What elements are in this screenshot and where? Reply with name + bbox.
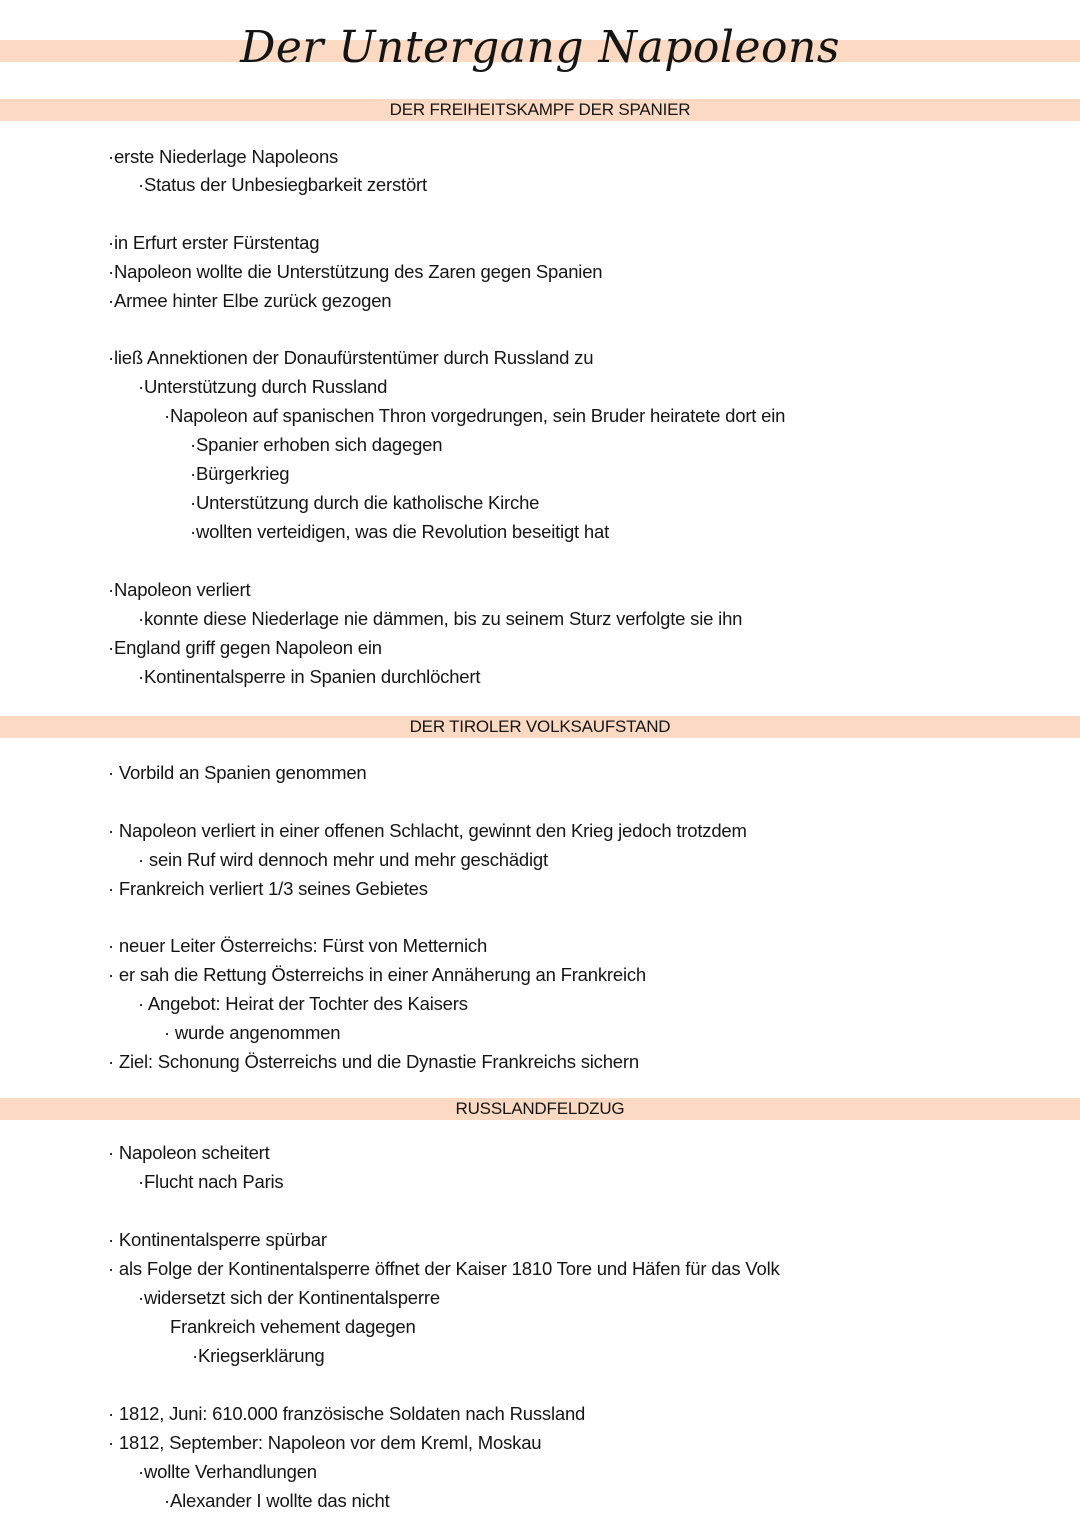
list-item: ·Bürgerkrieg bbox=[190, 463, 290, 484]
list-item: ·in Erfurt erster Fürstentag bbox=[108, 232, 320, 253]
list-item: ·Armee hinter Elbe zurück gezogen bbox=[108, 290, 392, 311]
section-heading-russland: RUSSLANDFELDZUG bbox=[455, 1099, 625, 1118]
list-item: ·wollte Verhandlungen bbox=[138, 1461, 317, 1482]
list-item: · Napoleon scheitert bbox=[108, 1142, 270, 1163]
list-item: ·Flucht nach Paris bbox=[138, 1171, 284, 1192]
list-item: · Napoleon verliert in einer offenen Schlacht, gewinnt den Krieg jedoch trotzdem bbox=[108, 820, 747, 841]
list-item: ·wollten verteidigen, was die Revolution beseitigt hat bbox=[190, 521, 610, 542]
list-item: · als Folge der Kontinentalsperre öffnet der Kaiser 1810 Tore und Häfen für das Volk bbox=[108, 1258, 780, 1279]
list-item: · Vorbild an Spanien genommen bbox=[108, 762, 367, 783]
list-item: · Frankreich verliert 1/3 seines Gebietes bbox=[108, 878, 428, 899]
page-title: Der Untergang Napoleons bbox=[240, 22, 840, 73]
list-item: ·Spanier erhoben sich dagegen bbox=[190, 434, 443, 455]
list-item: Frankreich vehement dagegen bbox=[170, 1316, 416, 1337]
list-item: ·Napoleon auf spanischen Thron vorgedrungen, sein Bruder heiratete dort ein bbox=[164, 405, 786, 426]
list-item: · wurde angenommen bbox=[164, 1022, 341, 1043]
list-item: ·England griff gegen Napoleon ein bbox=[108, 637, 382, 658]
list-item: ·Napoleon wollte die Unterstützung des Zaren gegen Spanien bbox=[108, 261, 603, 282]
list-item: ·Unterstützung durch Russland bbox=[138, 376, 388, 397]
list-item: · Angebot: Heirat der Tochter des Kaisers bbox=[138, 993, 468, 1014]
list-item: ·Kontinentalsperre in Spanien durchlöchert bbox=[138, 666, 481, 687]
list-item: · 1812, Juni: 610.000 französische Soldaten nach Russland bbox=[108, 1403, 586, 1424]
list-item: ·Alexander I wollte das nicht bbox=[164, 1490, 390, 1511]
list-item: ·erste Niederlage Napoleons bbox=[108, 146, 339, 167]
list-item: ·Kriegserklärung bbox=[192, 1345, 325, 1366]
list-item: ·Napoleon verliert bbox=[108, 579, 251, 600]
list-item: · sein Ruf wird dennoch mehr und mehr geschädigt bbox=[138, 849, 548, 870]
list-item: · Ziel: Schonung Österreichs und die Dynastie Frankreichs sichern bbox=[108, 1051, 639, 1072]
list-item: ·widersetzt sich der Kontinentalsperre bbox=[138, 1287, 440, 1308]
list-item: · er sah die Rettung Österreichs in einer Annäherung an Frankreich bbox=[108, 964, 646, 985]
list-item: · Kontinentalsperre spürbar bbox=[108, 1229, 327, 1250]
list-item: ·Status der Unbesiegbarkeit zerstört bbox=[138, 174, 427, 195]
list-item: ·konnte diese Niederlage nie dämmen, bis zu seinem Sturz verfolgte sie ihn bbox=[138, 608, 743, 629]
list-item: · neuer Leiter Österreichs: Fürst von Metternich bbox=[108, 935, 488, 956]
list-item: ·ließ Annektionen der Donaufürstentümer durch Russland zu bbox=[108, 347, 594, 368]
section-heading-tirol: DER TIROLER VOLKSAUFSTAND bbox=[409, 717, 671, 736]
list-item: · 1812, September: Napoleon vor dem Kreml, Moskau bbox=[108, 1432, 542, 1453]
list-item: ·Unterstützung durch die katholische Kirche bbox=[190, 492, 540, 513]
section-heading-spanier: DER FREIHEITSKAMPF DER SPANIER bbox=[389, 100, 691, 119]
